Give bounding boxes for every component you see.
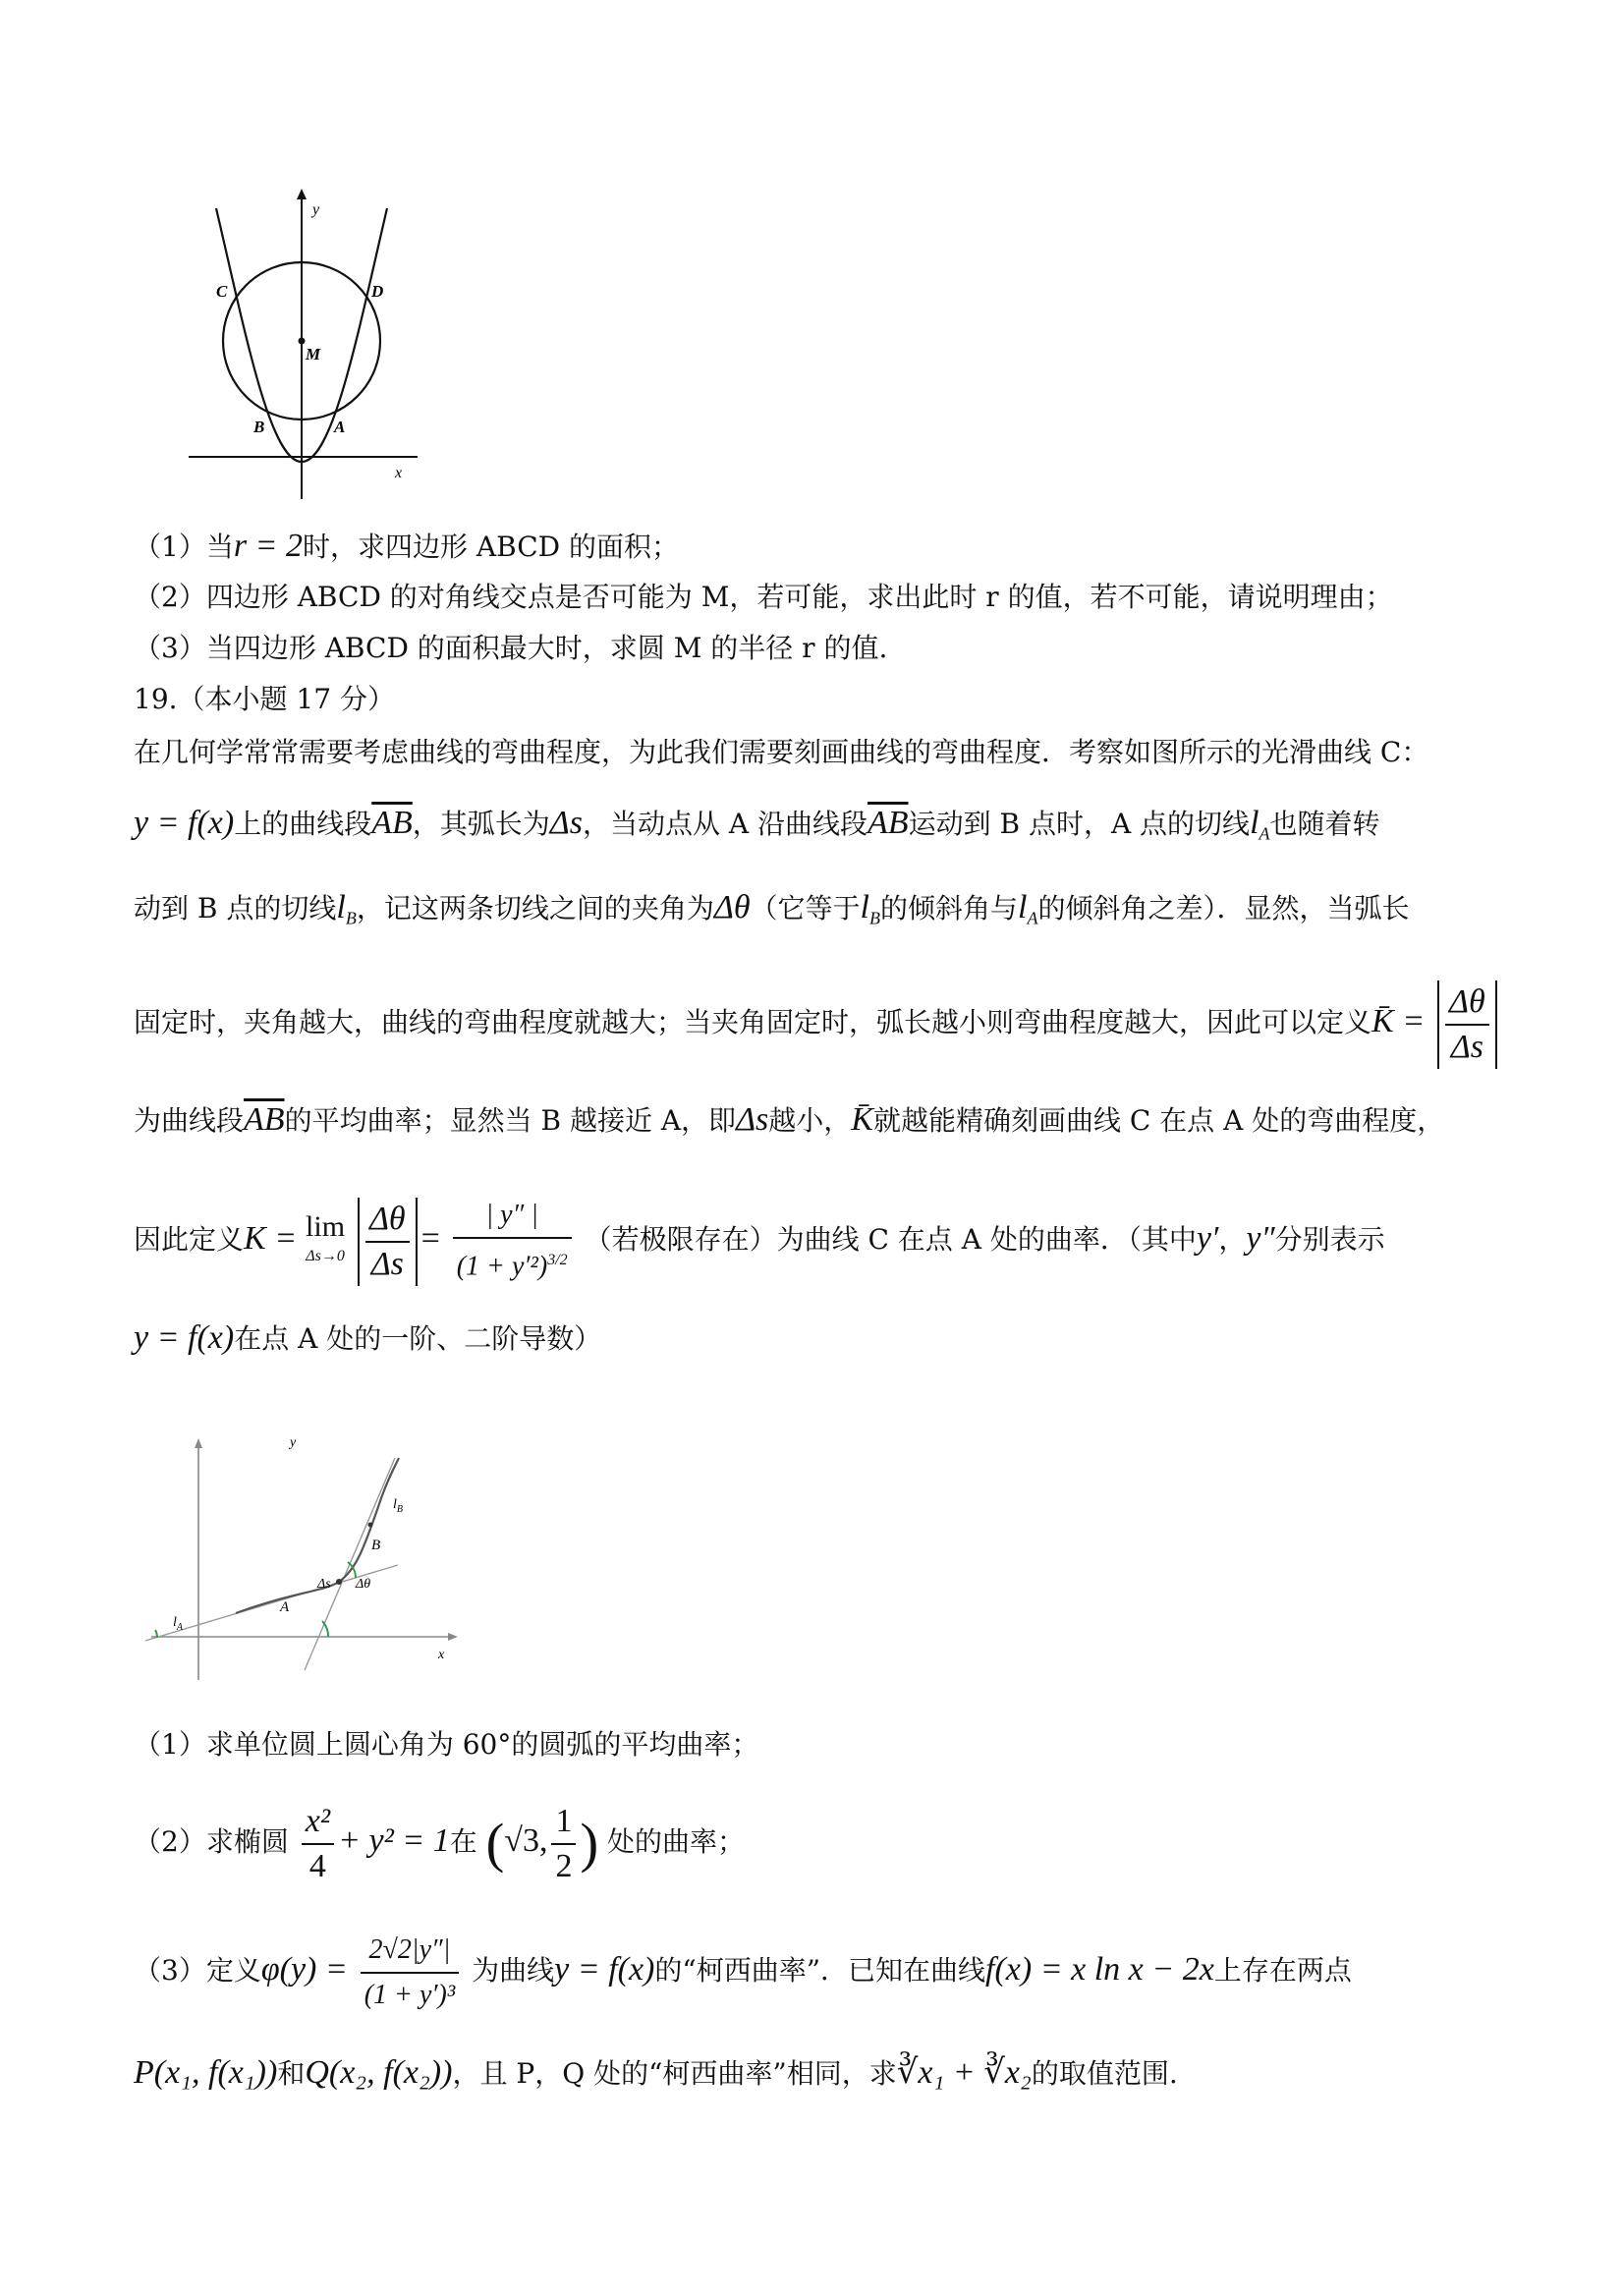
fig2-label-a: A: [280, 1599, 290, 1615]
figure-curvature: [138, 1434, 462, 1690]
fig2-label-b: B: [371, 1538, 381, 1553]
q19-paragraph-4: 固定时，夹角越大，曲线的弯曲程度就越大；当夹角固定时，弧长越小则弯曲程度越大，因此可以定义K̄ = $\frac{\Delta\theta}{\Delta s}$: [134, 973, 1499, 1072]
angle-marker-lb: [322, 1621, 328, 1637]
fig2-label-x: x: [438, 1648, 445, 1662]
q19-sub2: （2）求椭圆 $\frac{\text{x²}}{4}$ + y² = 1在 (√3, $\frac{1}{2}$ ) 处的曲率；: [134, 1792, 1499, 1893]
paren-close: ): [580, 1813, 599, 1875]
q19-sub3: （3）定义φ(y) = $\frac{2√2|y''|}{\text{(1 + y′)³}}$ 为曲线y = f(x)的“柯西曲率”．已知在曲线f(x) = x ln x − 2x上存在两点: [134, 1916, 1499, 2025]
point-fraction: $\frac{1}{2}$: [551, 1800, 576, 1888]
label-a: A: [334, 418, 346, 436]
ellipse-fraction: $\frac{\text{x²}}{4}$: [302, 1800, 334, 1888]
label-c: C: [216, 282, 228, 301]
fig2-label-y: y: [290, 1435, 297, 1450]
cauchy-curvature-fraction: $\frac{2√2|y''|}{\text{(1 + y′)³}}$: [361, 1929, 460, 2017]
abs-fraction-dtheta-ds: $\frac{\Delta\theta}{\Delta s}$: [1437, 980, 1497, 1069]
label-d: D: [371, 282, 384, 301]
q19-paragraph-2: y = f(x)上的曲线段$\overline{AB}$，其弧长为Δs，当动点从 A 沿曲线段$\overline{AB}$运动到 B 点时，A 点的切线$l_A$也随着转: [134, 805, 1380, 844]
figure-parabola-circle: [177, 187, 432, 511]
fig2-y-arrow: [195, 1438, 202, 1448]
curvature-fraction: $\frac{| y'' |}{(1 + y'^2)^{3/2}}$: [453, 1194, 572, 1288]
point-a-marker: [336, 1579, 342, 1585]
fig2-label-lb: $l_B$: [393, 1497, 403, 1515]
fig2-label-dtheta: Δθ: [356, 1577, 371, 1592]
q19-paragraph-3: 动到 B 点的切线$l_B$，记这两条切线之间的夹角为Δθ（它等于$l_B$的倾斜角与$l_A$的倾斜角之差）．显然，当弧长: [134, 889, 1410, 928]
q19-sub3-cont: P(x₁, f(x₁))和Q(x₂, f(x₂))，且 P，Q 处的“柯西曲率”相同，求∛x₁ + ∛x₂的取值范围.: [134, 2054, 1178, 2091]
fig2-label-ds: Δs: [317, 1577, 331, 1592]
arc-ab: $\overline{AB}$: [371, 805, 413, 841]
curvature-svg: [138, 1434, 462, 1690]
parabola-circle-svg: [177, 187, 432, 511]
q19-sub1: （1）求单位圆上圆心角为 60°的圆弧的平均曲率；: [134, 1728, 759, 1761]
q18-part1: （1）当r = 2时，求四边形 ABCD 的面积；: [134, 528, 680, 564]
math-r-eq-2: r = 2: [233, 528, 304, 564]
q19-paragraph-5: 为曲线段$\overline{AB}$的平均曲率；显然当 B 越接近 A，即Δs越小，K̄就越能精确刻画曲线 C 在点 A 处的弯曲程度，: [134, 1101, 1445, 1138]
q18-part3: （3）当四边形 ABCD 的面积最大时，求圆 M 的半径 r 的值.: [134, 632, 888, 664]
q19-paragraph-1: 在几何学常常需要考虑曲线的弯曲程度，为此我们需要刻画曲线的弯曲程度．考察如图所示的光滑曲线 C：: [134, 736, 1429, 768]
point-b-marker: [368, 1523, 373, 1528]
center-m-dot: [299, 338, 306, 345]
y-axis-arrow: [297, 189, 307, 199]
paren-open: (: [485, 1813, 505, 1875]
q18-part2: （2）四边形 ABCD 的对角线交点是否可能为 M，若可能，求出此时 r 的值，若不可能，请说明理由；: [134, 581, 1393, 613]
label-x: x: [395, 465, 403, 481]
label-m: M: [306, 345, 321, 364]
fig2-label-la: $l_A$: [173, 1615, 183, 1633]
label-b: B: [253, 418, 265, 436]
q19-paragraph-7: y = f(x)在点 A 处的一阶、二阶导数）: [134, 1319, 602, 1356]
limit-operator: lim Δs→0: [306, 1209, 346, 1264]
abs-fraction-limit: $\frac{\Delta\theta}{\Delta s}$: [358, 1198, 418, 1286]
fig2-x-arrow: [448, 1633, 458, 1641]
label-y: y: [312, 201, 320, 218]
q19-paragraph-6: 因此定义K = lim Δs→0 $\frac{\Delta\theta}{\Delta s}$ = $\frac{| y'' |}{(1 + y'^2)^{3/2}}$ （若极限存在）为曲线 C 在点 A 处的曲率．（其中y′，y″分别表示: [134, 1185, 1499, 1294]
q19-header: 19.（本小题 17 分）: [134, 683, 395, 715]
